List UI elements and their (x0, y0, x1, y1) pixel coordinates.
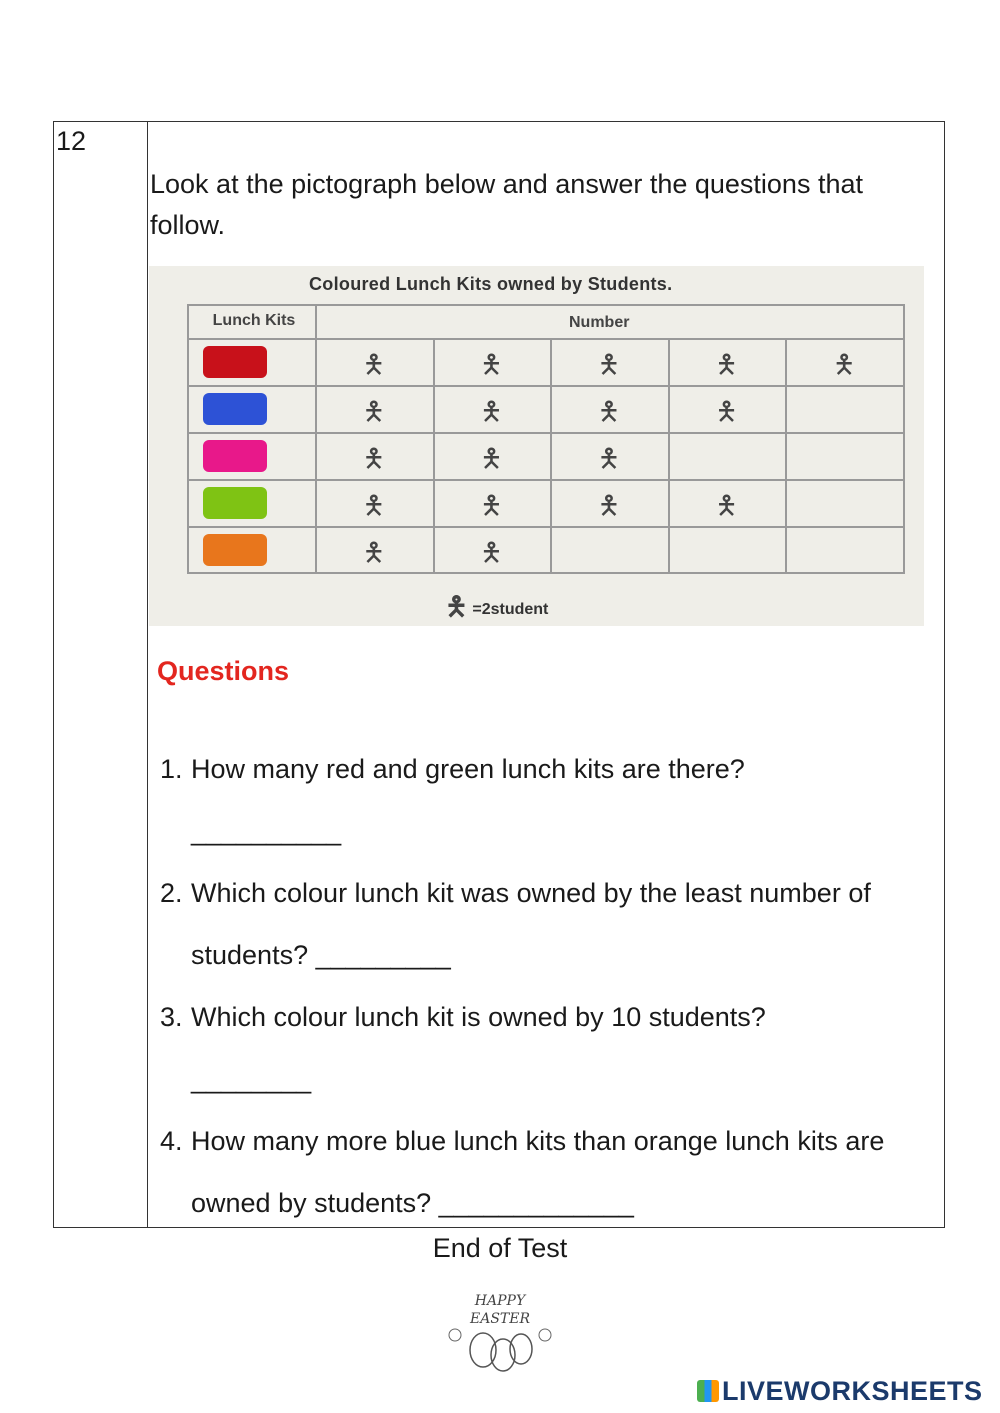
grid-line (785, 338, 787, 572)
grid-line (433, 338, 435, 572)
stick-figure-icon: 🯅 (597, 490, 621, 520)
stick-figure-icon: 🯅 (715, 349, 739, 379)
grid-line (189, 479, 903, 481)
question-item-number: 1. (160, 754, 183, 784)
question-number: 12 (56, 126, 87, 156)
svg-text:EASTER: EASTER (469, 1311, 531, 1327)
question-item-text: How many more blue lunch kits than orange lunch kits are owned by students? _____________ (191, 1126, 885, 1218)
stick-figure-icon: 🯅 (362, 537, 386, 567)
blue-lunch-kit (203, 393, 267, 425)
question-item-number: 4. (160, 1126, 183, 1156)
stick-figure-icon: 🯅 (479, 490, 503, 520)
question-item-text: Which colour lunch kit was owned by the least number of students? _________ (191, 878, 871, 970)
grid-line (189, 385, 903, 387)
stick-figure-icon: 🯅 (597, 443, 621, 473)
pictograph (149, 266, 924, 626)
stick-figure-icon: 🯅 (715, 396, 739, 426)
question-item-text: How many red and green lunch kits are there? (191, 754, 745, 784)
question-item-text: Which colour lunch kit is owned by 10 students? (191, 1002, 766, 1032)
question-item (160, 862, 945, 986)
key-text: =2student (472, 601, 549, 619)
grid-line (189, 526, 903, 528)
grid-line (550, 338, 552, 572)
liveworksheets-logo-icon (697, 1380, 719, 1402)
grid-line (668, 338, 670, 572)
stick-figure-icon: 🯅 (479, 443, 503, 473)
questions-list (160, 738, 945, 1234)
green-lunch-kit (203, 487, 267, 519)
stick-figure-icon: 🯅 (445, 591, 468, 621)
pictograph-title: Coloured Lunch Kits owned by Students. (309, 274, 673, 294)
answer-blank[interactable]: __________ (191, 816, 342, 846)
pink-lunch-kit (203, 440, 267, 472)
question-item (160, 1110, 945, 1234)
stick-figure-icon: 🯅 (479, 537, 503, 567)
question-item-number: 3. (160, 1002, 183, 1032)
stick-figure-icon: 🯅 (479, 396, 503, 426)
answer-blank[interactable]: ________ (191, 1064, 312, 1094)
liveworksheets-brand: LIVEWORKSHEETS (697, 1376, 983, 1407)
grid-line (189, 338, 903, 340)
svg-text:HAPPY: HAPPY (474, 1293, 526, 1309)
stick-figure-icon: 🯅 (362, 443, 386, 473)
orange-lunch-kit (203, 534, 267, 566)
stick-figure-icon: 🯅 (362, 396, 386, 426)
pictograph-table (187, 304, 905, 574)
intro-text: Look at the pictograph below and answer the questions that follow. (150, 169, 863, 240)
stick-figure-icon: 🯅 (362, 349, 386, 379)
grid-line (315, 306, 317, 572)
questions-heading: Questions (157, 656, 290, 686)
happy-easter-graphic (445, 1285, 555, 1380)
stick-figure-icon: 🯅 (597, 396, 621, 426)
end-of-test: End of Test (432, 1233, 568, 1263)
number-header: Number (569, 314, 630, 331)
question-item (160, 986, 945, 1110)
stick-figure-icon: 🯅 (832, 349, 856, 379)
column-divider (147, 121, 148, 1228)
grid-line (189, 432, 903, 434)
stick-figure-icon: 🯅 (362, 490, 386, 520)
stick-figure-icon: 🯅 (715, 490, 739, 520)
question-item (160, 738, 945, 862)
pictograph-key (445, 588, 548, 632)
red-lunch-kit (203, 346, 267, 378)
lunch-kits-header: Lunch Kits (212, 312, 296, 329)
stick-figure-icon: 🯅 (479, 349, 503, 379)
stick-figure-icon: 🯅 (597, 349, 621, 379)
question-item-number: 2. (160, 878, 183, 908)
